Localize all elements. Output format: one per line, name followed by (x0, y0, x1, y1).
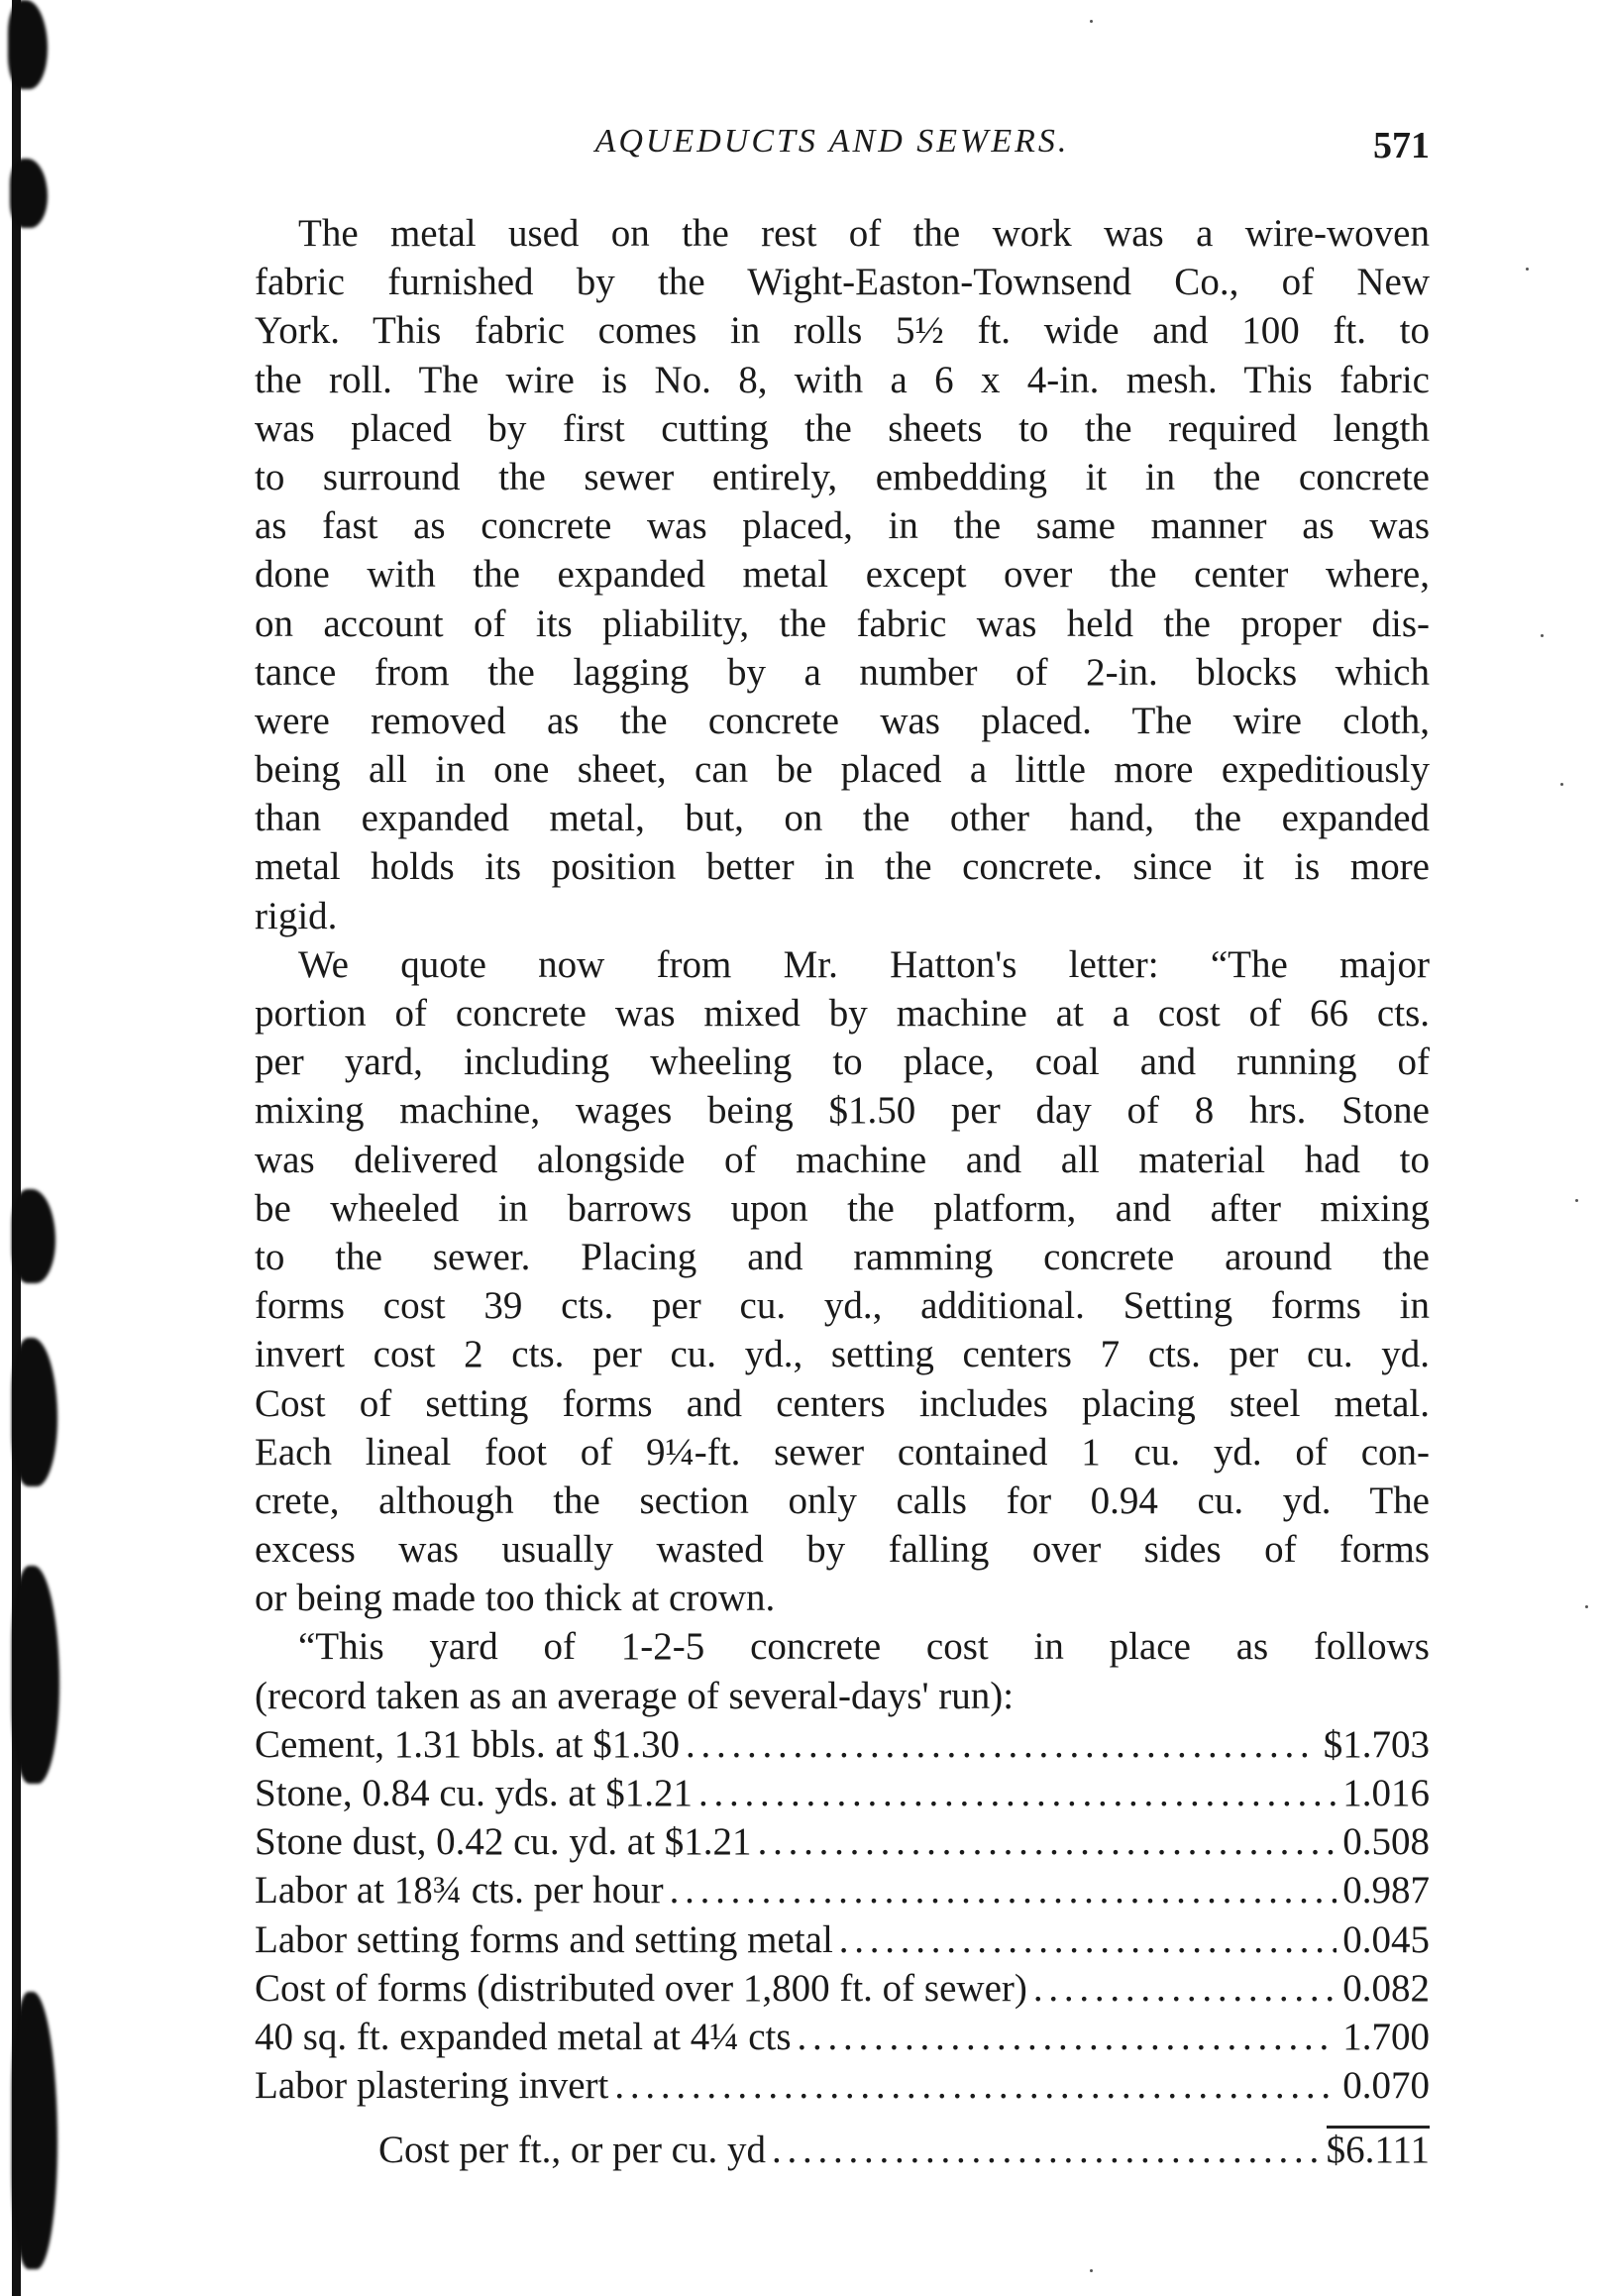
cost-value: 0.045 (1342, 1917, 1430, 1961)
binding-shadow (12, 1338, 57, 1486)
cost-total-row (255, 2126, 1430, 2174)
cost-row (255, 1915, 1430, 1964)
text-line: was placed by first cutting the sheets to the required length (255, 406, 1430, 450)
total-value: $6.111 (1327, 2126, 1430, 2172)
cost-item: Labor setting forms and setting metal (255, 1917, 833, 1961)
text-line: York. This fabric comes in rolls 5½ ft. wide and 100 ft. to (255, 309, 1430, 353)
text-line: The metal used on the rest of the work was a wire-woven (298, 212, 1430, 255)
cost-item: Labor plastering invert (255, 2064, 609, 2108)
cost-item: Cement, 1.31 bbls. at $1.30 (255, 1722, 680, 1766)
text-line: tance from the lagging by a number of 2-in. blocks which (255, 650, 1430, 694)
dot-leader (1033, 1964, 1337, 2013)
text-line: “This yard of 1-2-5 concrete cost in place as follows (298, 1625, 1430, 1669)
dot-leader (670, 1866, 1337, 1914)
text-line: crete, although the section only calls for 0.94 cu. yd. The (255, 1478, 1430, 1522)
cost-table (255, 1720, 1430, 2175)
cost-item: Stone, 0.84 cu. yds. at $1.21 (255, 1772, 693, 1814)
total-label: Cost per ft., or per cu. yd (378, 2129, 766, 2172)
paper-speck (1575, 1199, 1578, 1202)
text-line: was delivered alongside of machine and all material had to (255, 1138, 1430, 1181)
dot-leader (798, 2013, 1337, 2061)
binding-shadow (12, 1189, 55, 1283)
paper-speck (1090, 2269, 1093, 2272)
dot-leader (758, 1817, 1337, 1866)
paragraph (255, 1622, 1430, 1719)
text-line: were removed as the concrete was placed. The wire cloth, (255, 699, 1430, 742)
cost-row (255, 1817, 1430, 1866)
text-line: than expanded metal, but, on the other hand, the expanded (255, 797, 1430, 840)
text-line: done with the expanded metal except over the center where, (255, 553, 1430, 597)
paper-speck (1526, 268, 1529, 271)
text-line: on account of its pliability, the fabric was held the proper dis- (255, 601, 1430, 645)
page-header (0, 117, 1604, 166)
text-line: as fast as concrete was placed, in the same manner as was (255, 504, 1430, 548)
binding-shadow (8, 0, 48, 89)
cost-row (255, 1769, 1430, 1817)
cost-value: 1.700 (1342, 2015, 1430, 2058)
text-line: fabric furnished by the Wight-Easton-Townsend Co., of New (255, 261, 1430, 304)
paper-speck (1585, 1605, 1588, 1608)
text-line: to surround the sewer entirely, embedding it in the concrete (255, 455, 1430, 498)
cost-value: 0.070 (1342, 2064, 1430, 2108)
text-line: rigid. (255, 894, 338, 937)
cost-value: 0.508 (1342, 1820, 1430, 1864)
text-line: We quote now from Mr. Hatton's letter: “The major (298, 942, 1430, 986)
text-line: Cost of setting forms and centers includes placing steel metal. (255, 1381, 1430, 1425)
page-body (255, 209, 1430, 2175)
text-line: being all in one sheet, can be placed a little more expeditiously (255, 748, 1430, 792)
text-line: mixing machine, wages being $1.50 per day of 8 hrs. Stone (255, 1089, 1430, 1133)
binding-shadow (12, 1566, 59, 1784)
text-line: invert cost 2 cts. per cu. yd., setting centers 7 cts. per cu. yd. (255, 1333, 1430, 1376)
cost-item: 40 sq. ft. expanded metal at 4¼ cts (255, 2015, 792, 2058)
binding-shadow (12, 1992, 57, 2269)
text-line: to the sewer. Placing and ramming concrete around the (255, 1235, 1430, 1278)
book-binding-edge (12, 0, 21, 2296)
text-line: (record taken as an average of several-days' run): (255, 1674, 1015, 1717)
paper-speck (1560, 783, 1563, 786)
cost-row (255, 2061, 1430, 2110)
dot-leader (686, 1720, 1318, 1769)
text-line: metal holds its position better in the concrete. since it is more (255, 845, 1430, 889)
cost-item: Cost of forms (distributed over 1,800 ft. of sewer) (255, 1966, 1027, 2010)
paper-speck (1541, 634, 1544, 637)
text-line: forms cost 39 cts. per cu. yd., additional. Setting forms in (255, 1284, 1430, 1328)
text-line: per yard, including wheeling to place, coal and running of (255, 1040, 1430, 1084)
cost-value: 0.082 (1342, 1966, 1430, 2010)
text-line: excess was usually wasted by falling over sides of forms (255, 1528, 1430, 1572)
cost-row (255, 1964, 1430, 2013)
text-line: portion of concrete was mixed by machine at a cost of 66 cts. (255, 992, 1430, 1035)
paragraph (255, 940, 1430, 1623)
text-line: Each lineal foot of 9¼-ft. sewer contained 1 cu. yd. of con- (255, 1430, 1430, 1474)
paragraph (255, 209, 1430, 940)
paper-speck (1090, 20, 1093, 23)
cost-item: Stone dust, 0.42 cu. yd. at $1.21 (255, 1820, 752, 1864)
cost-row (255, 1866, 1430, 1914)
dot-leader (698, 1769, 1337, 1817)
cost-item: Labor at 18¾ cts. per hour (255, 1869, 664, 1913)
cost-value: $1.703 (1323, 1722, 1430, 1766)
dot-leader (614, 2061, 1337, 2110)
text-line: or being made too thick at crown. (255, 1577, 776, 1620)
cost-value: 0.987 (1342, 1869, 1430, 1913)
cost-value: 1.016 (1342, 1772, 1430, 1814)
text-line: the roll. The wire is No. 8, with a 6 x 4-in. mesh. This fabric (255, 358, 1430, 401)
cost-row (255, 2013, 1430, 2061)
dot-leader (839, 1915, 1337, 1964)
binding-shadow (10, 159, 48, 228)
cost-row (255, 1720, 1430, 1769)
dot-leader (772, 2126, 1321, 2174)
text-line: be wheeled in barrows upon the platform, and after mixing (255, 1186, 1430, 1230)
page-number: 571 (1373, 125, 1430, 166)
running-title: AQUEDUCTS AND SEWERS. (594, 123, 1070, 160)
